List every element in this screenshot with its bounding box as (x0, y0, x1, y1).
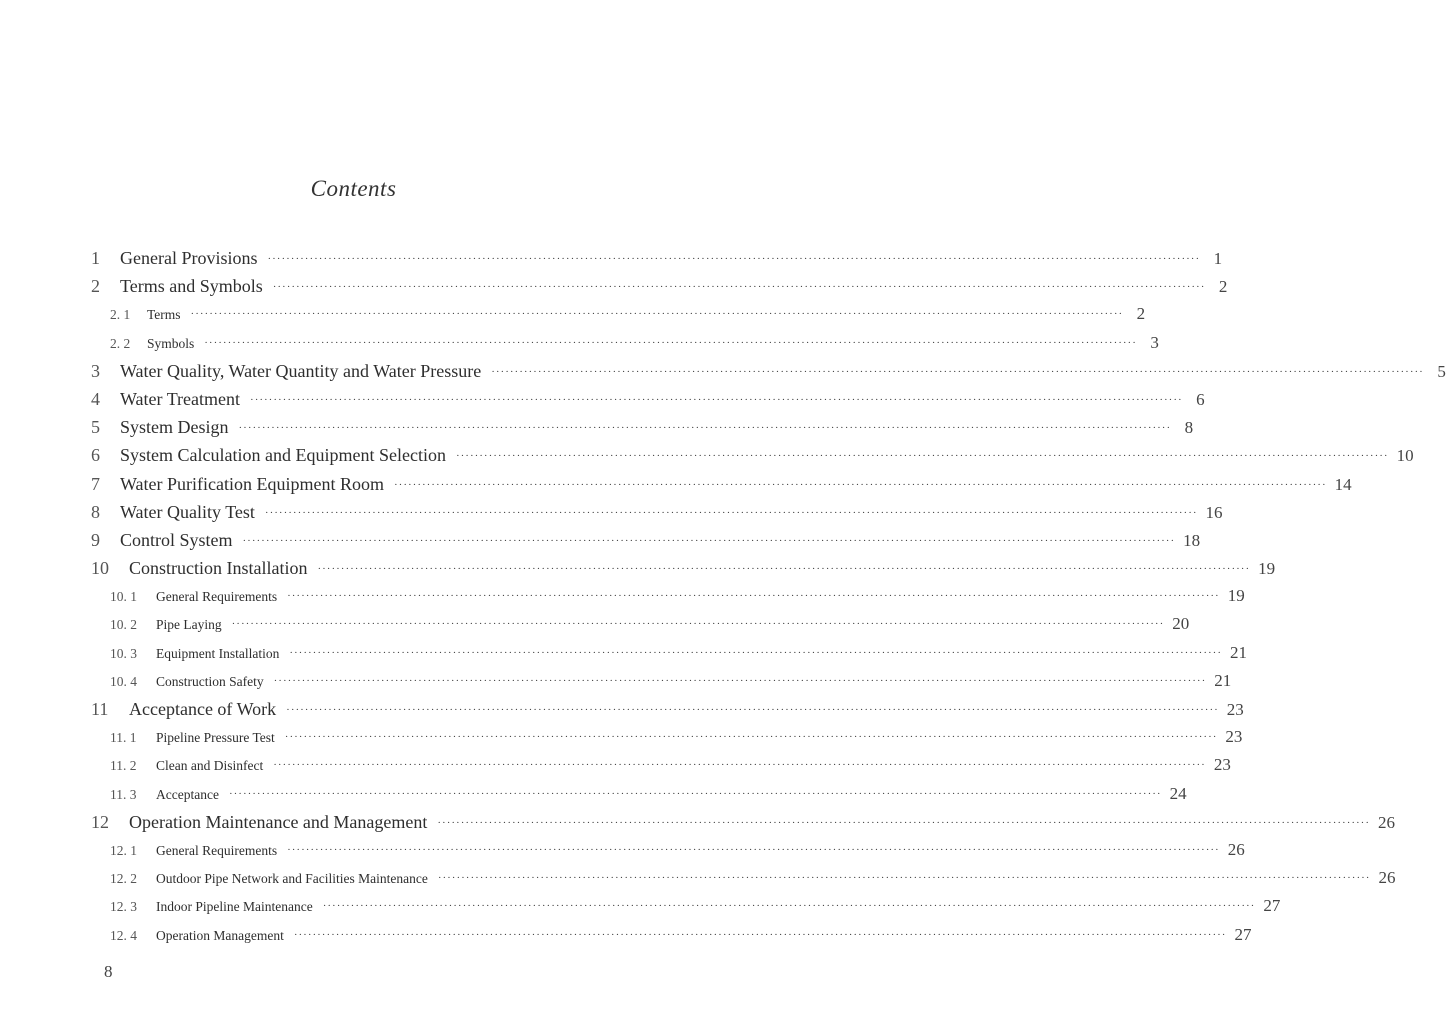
toc-section-entry[interactable] (91, 839, 1245, 868)
toc-entry-number: 12. 1 (110, 842, 137, 858)
dot-leader: ········································································································································································································ (491, 365, 1424, 378)
toc-chapter-entry[interactable] (91, 388, 1205, 417)
toc-entry-number: 10. 3 (110, 645, 137, 661)
toc-entry-title: General Requirements (156, 842, 278, 858)
toc-entry-page-number: 16 (1205, 502, 1223, 522)
toc-entry-page-number: 26 (1378, 812, 1396, 832)
toc-entry-page-number: 8 (1184, 418, 1194, 438)
table-of-contents (91, 248, 1446, 953)
toc-entry-title: Water Purification Equipment Room (120, 473, 384, 494)
toc-entry-title: Symbols (147, 335, 195, 351)
toc-entry-title: Indoor Pipeline Maintenance (156, 899, 313, 915)
toc-entry-number: 12. 2 (110, 871, 137, 887)
toc-entry-number: 10. 4 (110, 673, 137, 689)
toc-entry-title: General Provisions (120, 248, 258, 268)
dot-leader: ········································································································································································································ (284, 731, 1218, 744)
toc-entry-page-number: 18 (1183, 530, 1201, 550)
dot-leader: ········································································································································································································ (238, 422, 1172, 435)
toc-entry-title: Terms and Symbols (120, 276, 263, 297)
toc-chapter-entry[interactable] (91, 811, 1396, 840)
toc-chapter-entry[interactable] (91, 417, 1194, 445)
toc-entry-number: 11 (91, 699, 109, 719)
dot-leader: ········································································································································································································ (272, 281, 1206, 294)
toc-entry-page-number: 2 (1136, 304, 1146, 324)
toc-section-entry[interactable] (91, 727, 1243, 755)
toc-entry-title: Acceptance (156, 786, 219, 802)
toc-entry-title: General Requirements (156, 589, 278, 605)
toc-entry-title: Operation Maintenance and Management (129, 811, 428, 832)
toc-entry-number: 11. 2 (110, 758, 137, 774)
dot-leader: ········································································································································································································ (317, 563, 1251, 576)
toc-entry-number: 8 (91, 501, 100, 522)
toc-entry-title: Outdoor Pipe Network and Facilities Maintenance (156, 871, 428, 887)
toc-entry-number: 11. 1 (110, 730, 137, 746)
toc-entry-title: Construction Installation (129, 558, 308, 579)
toc-entry-number: 4 (91, 388, 100, 409)
dot-leader: ········································································································································································································ (289, 646, 1222, 659)
dot-leader: ········································································································································································································ (455, 450, 1389, 463)
toc-section-entry[interactable] (91, 614, 1190, 642)
toc-entry-page-number: 2 (1218, 277, 1228, 297)
toc-entry-title: Control System (120, 529, 233, 550)
toc-section-entry[interactable] (91, 783, 1187, 812)
toc-entry-page-number: 3 (1150, 332, 1159, 352)
toc-entry-title: Water Quality Test (120, 501, 255, 522)
toc-entry-title: System Calculation and Equipment Selection (120, 445, 446, 466)
page-number: 8 (104, 962, 113, 981)
toc-chapter-entry[interactable] (91, 699, 1244, 727)
toc-section-entry[interactable] (91, 332, 1159, 361)
toc-entry-number: 2 (91, 276, 100, 297)
dot-leader: ········································································································································································································ (242, 534, 1176, 547)
toc-entry-page-number: 10 (1396, 446, 1414, 466)
toc-entry-number: 5 (91, 417, 100, 438)
toc-entry-title: Acceptance of Work (129, 699, 277, 719)
toc-entry-page-number: 24 (1169, 783, 1187, 803)
toc-entry-page-number: 27 (1263, 896, 1281, 916)
toc-section-entry[interactable] (91, 896, 1281, 924)
toc-entry-number: 3 (91, 360, 100, 381)
dot-leader: ········································································································································································································ (250, 393, 1183, 406)
toc-entry-page-number: 14 (1334, 474, 1352, 494)
dot-leader: ········································································································································································································ (287, 590, 1220, 603)
toc-entry-number: 10 (91, 558, 109, 579)
toc-entry-number: 1 (91, 248, 100, 268)
toc-entry-page-number: 6 (1196, 389, 1205, 409)
toc-entry-title: Water Quality, Water Quantity and Water Pressure (120, 360, 482, 381)
toc-entry-page-number: 27 (1234, 924, 1252, 944)
toc-entry-number: 11. 3 (110, 786, 137, 802)
toc-entry-page-number: 1 (1213, 249, 1223, 268)
toc-chapter-entry[interactable] (91, 248, 1223, 276)
toc-entry-page-number: 21 (1229, 642, 1247, 662)
toc-chapter-entry[interactable] (91, 473, 1352, 502)
toc-entry-number: 6 (91, 445, 100, 466)
toc-section-entry[interactable] (91, 924, 1252, 953)
dot-leader: ········································································································································································································ (190, 308, 1124, 321)
toc-entry-page-number: 20 (1172, 614, 1190, 634)
toc-entry-page-number: 23 (1213, 755, 1231, 775)
toc-entry-number: 10. 2 (110, 617, 137, 633)
toc-chapter-entry[interactable] (91, 558, 1276, 586)
toc-section-entry[interactable] (91, 868, 1396, 896)
dot-leader: ········································································································································································································ (437, 872, 1371, 885)
dot-leader: ········································································································································································································ (264, 506, 1198, 519)
toc-section-entry[interactable] (91, 586, 1245, 614)
toc-entry-number: 10. 1 (110, 589, 137, 605)
dot-leader: ········································································································································································································ (437, 816, 1371, 829)
toc-section-entry[interactable] (91, 755, 1231, 783)
toc-entry-page-number: 19 (1258, 559, 1276, 579)
dot-leader: ········································································································································································································ (322, 900, 1256, 913)
toc-entry-title: Terms (147, 307, 181, 323)
toc-entry-number: 2. 1 (110, 307, 131, 323)
toc-chapter-entry[interactable] (91, 360, 1446, 389)
toc-chapter-entry[interactable] (91, 529, 1201, 558)
toc-entry-number: 7 (91, 473, 100, 494)
dot-leader: ········································································································································································································ (228, 787, 1162, 800)
dot-leader: ········································································································································································································ (273, 674, 1207, 687)
toc-entry-page-number: 21 (1214, 670, 1232, 690)
dot-leader: ········································································································································································································ (293, 928, 1227, 941)
toc-chapter-entry[interactable] (91, 445, 1414, 473)
toc-entry-number: 12. 4 (110, 927, 137, 943)
toc-section-entry[interactable] (91, 304, 1146, 332)
toc-section-entry[interactable] (91, 642, 1247, 671)
toc-entry-title: Pipe Laying (156, 617, 222, 633)
toc-section-entry[interactable] (91, 670, 1232, 699)
toc-entry-title: Water Treatment (120, 388, 241, 409)
toc-chapter-entry[interactable] (91, 501, 1223, 530)
toc-entry-number: 12. 3 (110, 899, 137, 915)
toc-entry-title: System Design (120, 417, 229, 438)
dot-leader: ········································································································································································································ (267, 253, 1201, 265)
toc-entry-number: 12 (91, 811, 109, 832)
toc-entry-page-number: 5 (1437, 361, 1446, 381)
dot-leader: ········································································································································································································ (273, 759, 1206, 772)
toc-entry-page-number: 19 (1227, 586, 1245, 606)
dot-leader: ········································································································································································································ (394, 478, 1327, 491)
dot-leader: ········································································································································································································ (286, 704, 1219, 716)
toc-entry-page-number: 23 (1225, 727, 1243, 747)
page-title: Contents (310, 176, 397, 201)
toc-entry-page-number: 23 (1226, 700, 1244, 719)
dot-leader: ········································································································································································································ (204, 336, 1137, 349)
toc-entry-title: Construction Safety (156, 673, 264, 689)
toc-chapter-entry[interactable] (91, 276, 1228, 304)
dot-leader: ········································································································································································································ (231, 618, 1165, 631)
dot-leader: ········································································································································································································ (287, 843, 1220, 856)
toc-entry-title: Equipment Installation (156, 645, 280, 661)
toc-entry-title: Operation Management (156, 927, 284, 943)
toc-entry-page-number: 26 (1227, 839, 1245, 859)
toc-entry-title: Pipeline Pressure Test (156, 730, 275, 746)
toc-entry-page-number: 26 (1378, 868, 1396, 888)
toc-entry-number: 2. 2 (110, 335, 131, 351)
toc-entry-title: Clean and Disinfect (156, 758, 264, 774)
toc-entry-number: 9 (91, 529, 100, 550)
